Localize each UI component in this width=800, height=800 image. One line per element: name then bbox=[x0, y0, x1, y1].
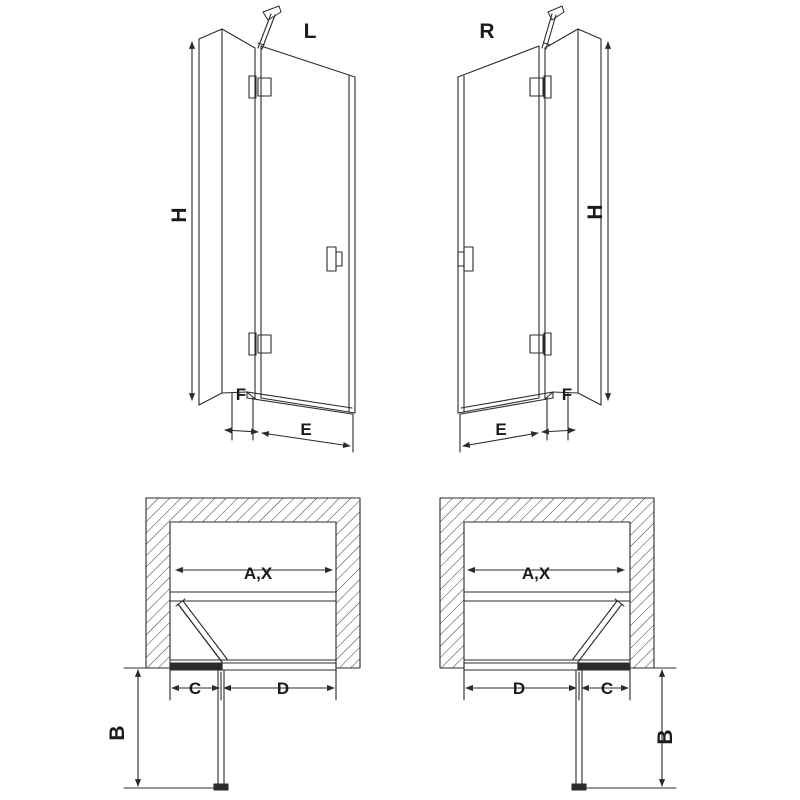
plan-left-view bbox=[124, 498, 360, 790]
label-handing-right: R bbox=[479, 20, 495, 43]
label-plan-right-depth: B bbox=[654, 729, 677, 745]
label-bottom-left-e: E bbox=[300, 420, 312, 439]
label-plan-right-width: A,X bbox=[521, 564, 551, 583]
label-plan-left-c: C bbox=[188, 679, 202, 698]
label-plan-left-d: D bbox=[276, 679, 290, 698]
hinge-lower-left bbox=[249, 333, 271, 355]
recess-lines-plan-left bbox=[170, 592, 336, 601]
label-bottom-left-f: F bbox=[235, 385, 247, 404]
wall-hatch-plan-left bbox=[146, 498, 360, 668]
door-handle-left bbox=[327, 247, 342, 271]
stabiliser-bar-left bbox=[258, 6, 281, 49]
door-handle-right bbox=[458, 247, 473, 271]
elevation-left-view bbox=[192, 6, 355, 452]
hinge-upper-left bbox=[249, 76, 271, 98]
hinge-upper-right bbox=[530, 76, 551, 98]
label-plan-left-depth: B bbox=[106, 725, 129, 741]
elevation-right-view bbox=[458, 6, 608, 452]
fixed-strip-left bbox=[222, 29, 255, 393]
label-plan-right-b: C bbox=[600, 679, 614, 698]
glass-panel-outline-left bbox=[247, 46, 355, 414]
label-height-left: H bbox=[168, 207, 191, 223]
wall-hatch-plan-right bbox=[440, 498, 654, 668]
wall-profile-left bbox=[199, 29, 222, 405]
fixed-strip-right bbox=[545, 29, 578, 393]
recess-lines-plan-right bbox=[464, 592, 630, 601]
label-bottom-right-f: F bbox=[561, 385, 573, 404]
door-swing-plan-left bbox=[176, 599, 227, 662]
hinge-lower-right bbox=[530, 333, 551, 355]
plan-right-view bbox=[440, 498, 676, 790]
door-swing-plan-right bbox=[573, 599, 624, 662]
stabiliser-bar-right bbox=[542, 6, 564, 49]
glass-panel-outline-right bbox=[458, 46, 553, 414]
label-height-right: H bbox=[584, 204, 607, 220]
label-bottom-right-e: E bbox=[495, 420, 507, 439]
label-plan-right-d: D bbox=[512, 679, 526, 698]
label-handing-left: L bbox=[303, 20, 317, 43]
label-plan-left-width: A,X bbox=[243, 564, 273, 583]
